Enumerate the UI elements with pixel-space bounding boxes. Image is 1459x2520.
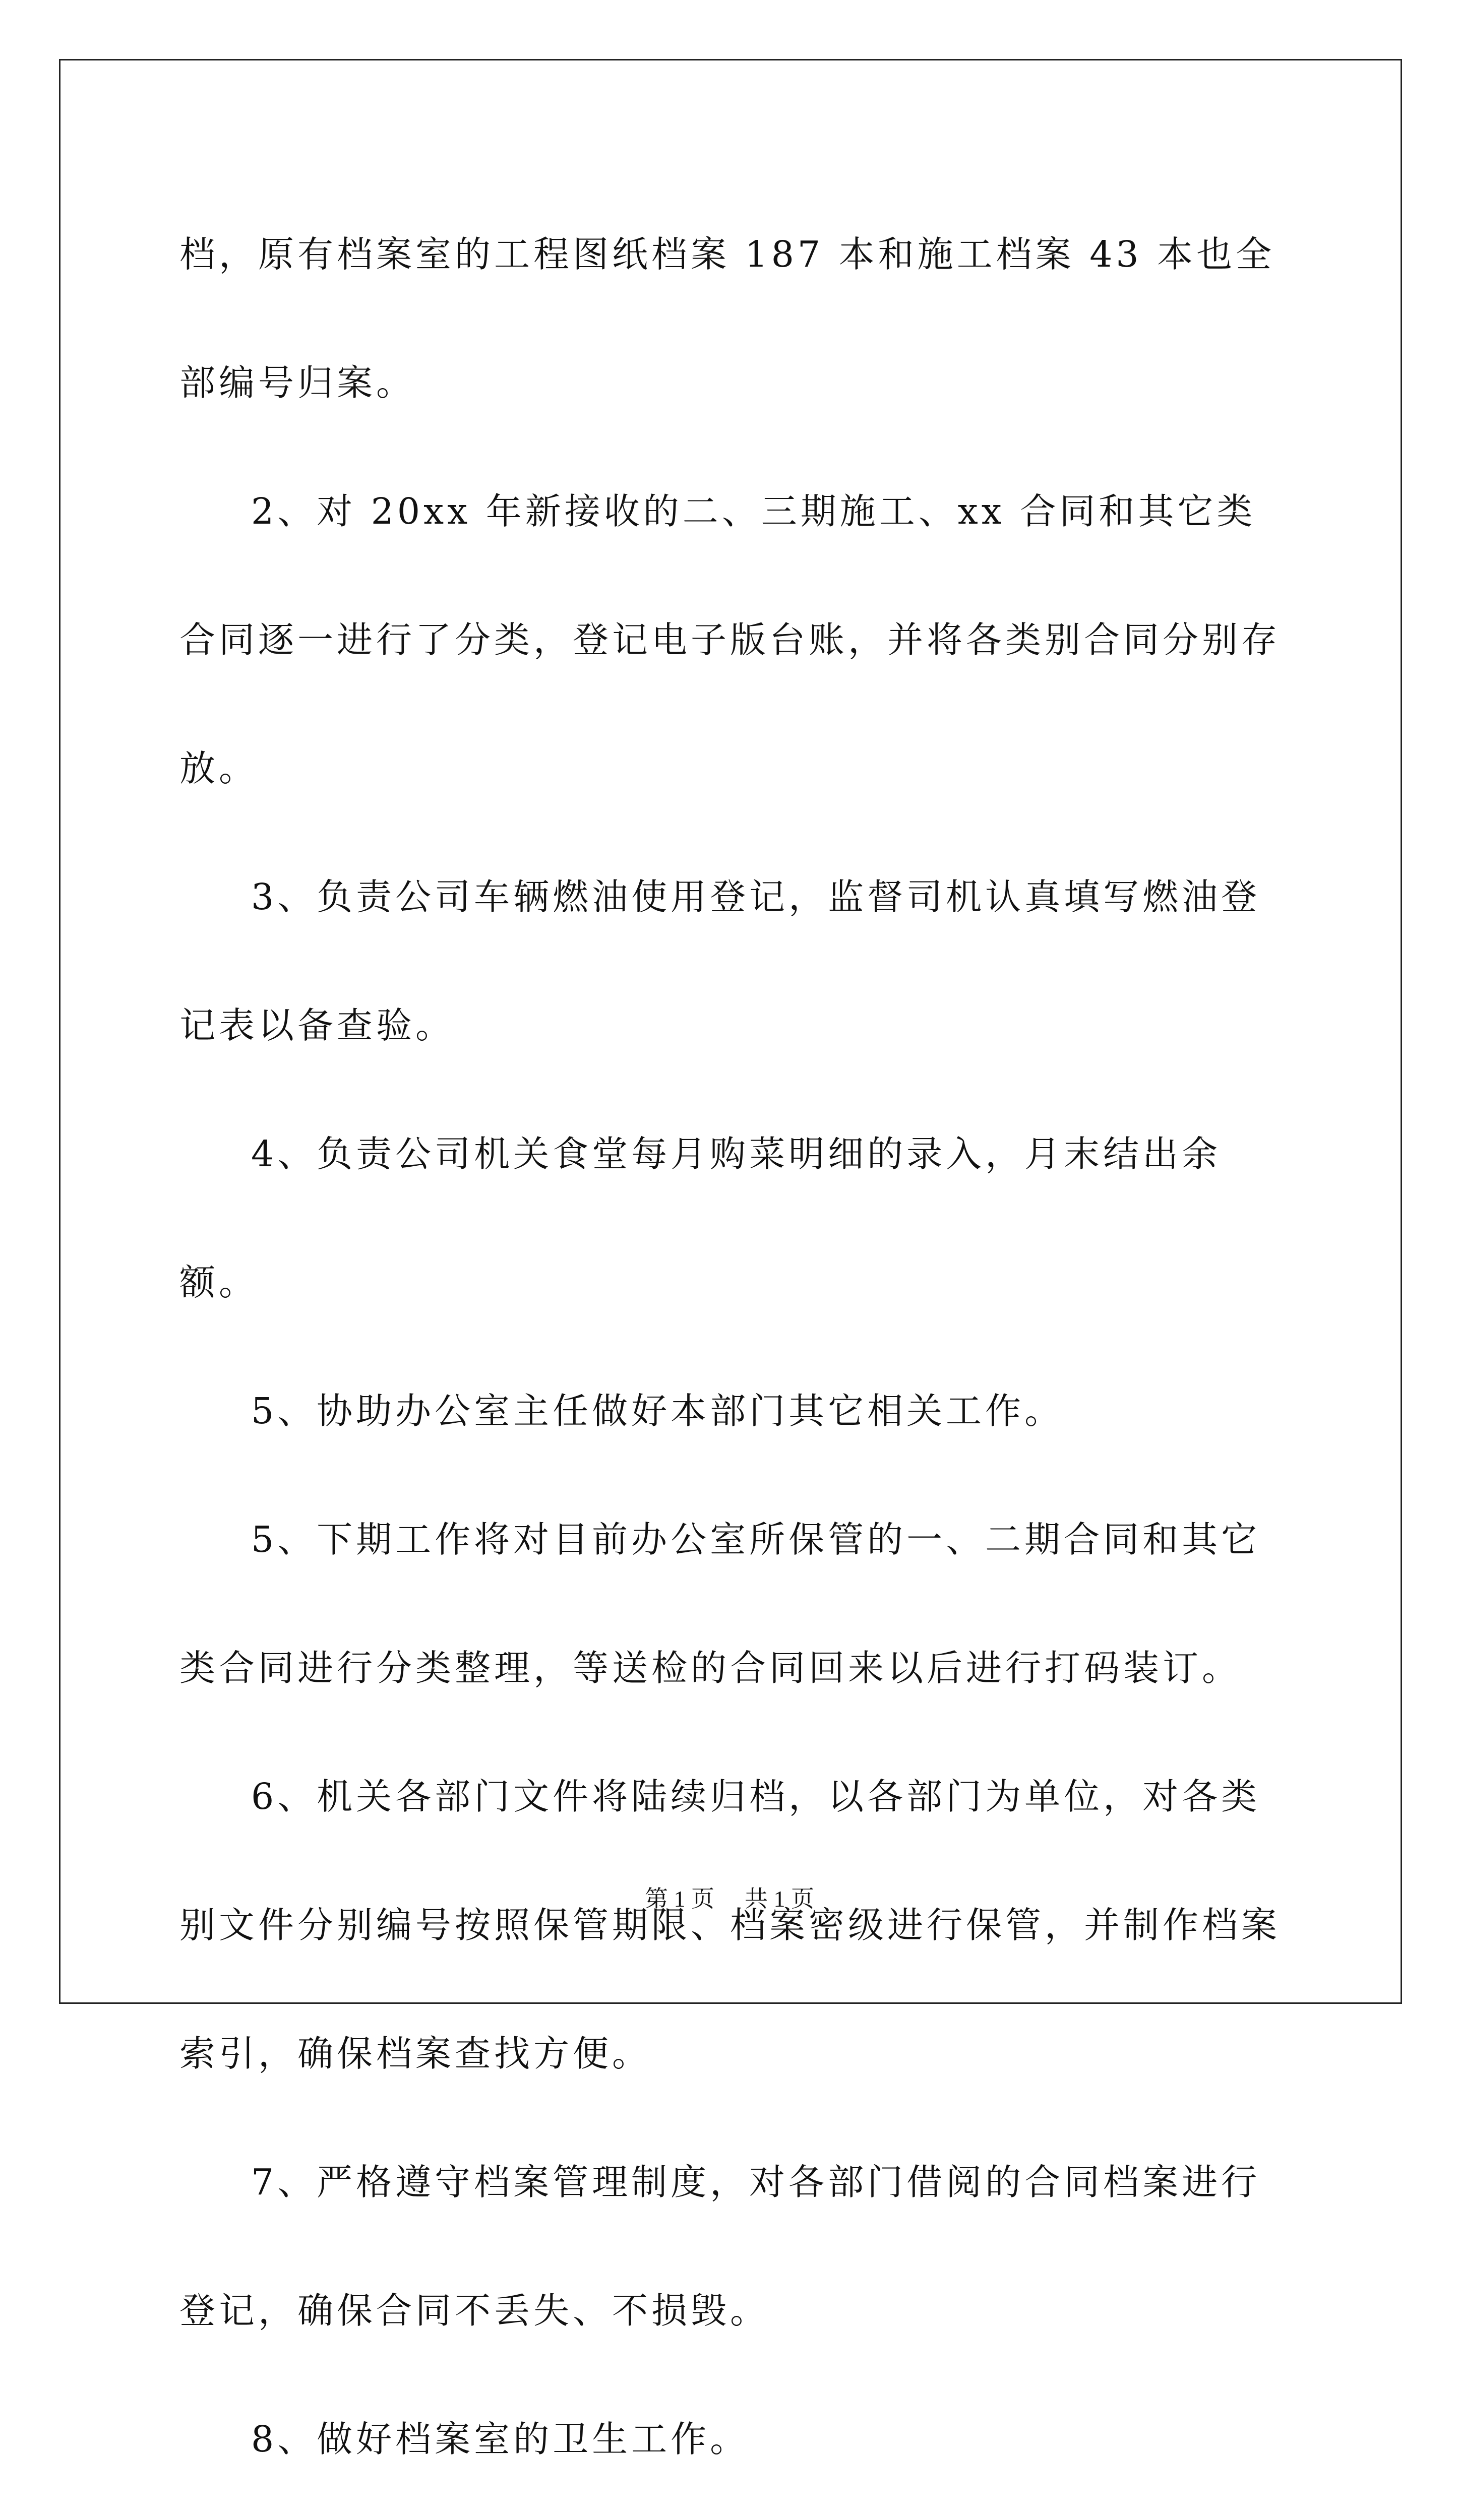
paragraph: 3、负责公司车辆燃油使用登记，监督司机认真填写燃油登记表以备查验。 [179,876,1261,1046]
paragraph: 2、对 20xx 年新接收的二、三期施工、xx 合同和其它类合同逐一进行了分类，登记电子版台账，并将各类别合同分别存放。 [179,490,1281,789]
paragraph [179,2503,1282,2520]
paragraph: 5、下期工作将对目前办公室所保管的一、二期合同和其它类合同进行分类整理，等送检的合同回来以后进行打码装订。 [179,1519,1261,1689]
paragraph: 8、做好档案室的卫生工作。 [251,2418,750,2460]
document-body [179,190,1282,2520]
paragraph: 5、协助办公室主任做好本部门其它相关工作。 [251,1390,1064,1432]
paragraph: 6、机关各部门文件将陆续归档，以各部门为单位，对各类别文件分别编号按照保管期限、档案密级进行保管，并制作档案索引，确保档案查找方便。 [179,1776,1281,2074]
paragraph: 7、严格遵守档案管理制度，对各部门借阅的合同档案进行登记，确保合同不丢失、不损毁。 [179,2161,1261,2332]
page-number: 第 1 页 [645,1886,714,1912]
total-pages: 共 1 页 [745,1886,814,1912]
paragraph: 4、负责公司机关食堂每月购菜明细的录入，月末结出余额。 [179,1133,1222,1303]
paragraph: 档，原有档案室的工程图纸档案 187 本和施工档案 43 本也全部编号归案。 [179,233,1275,404]
page-footer [0,1884,1459,1914]
